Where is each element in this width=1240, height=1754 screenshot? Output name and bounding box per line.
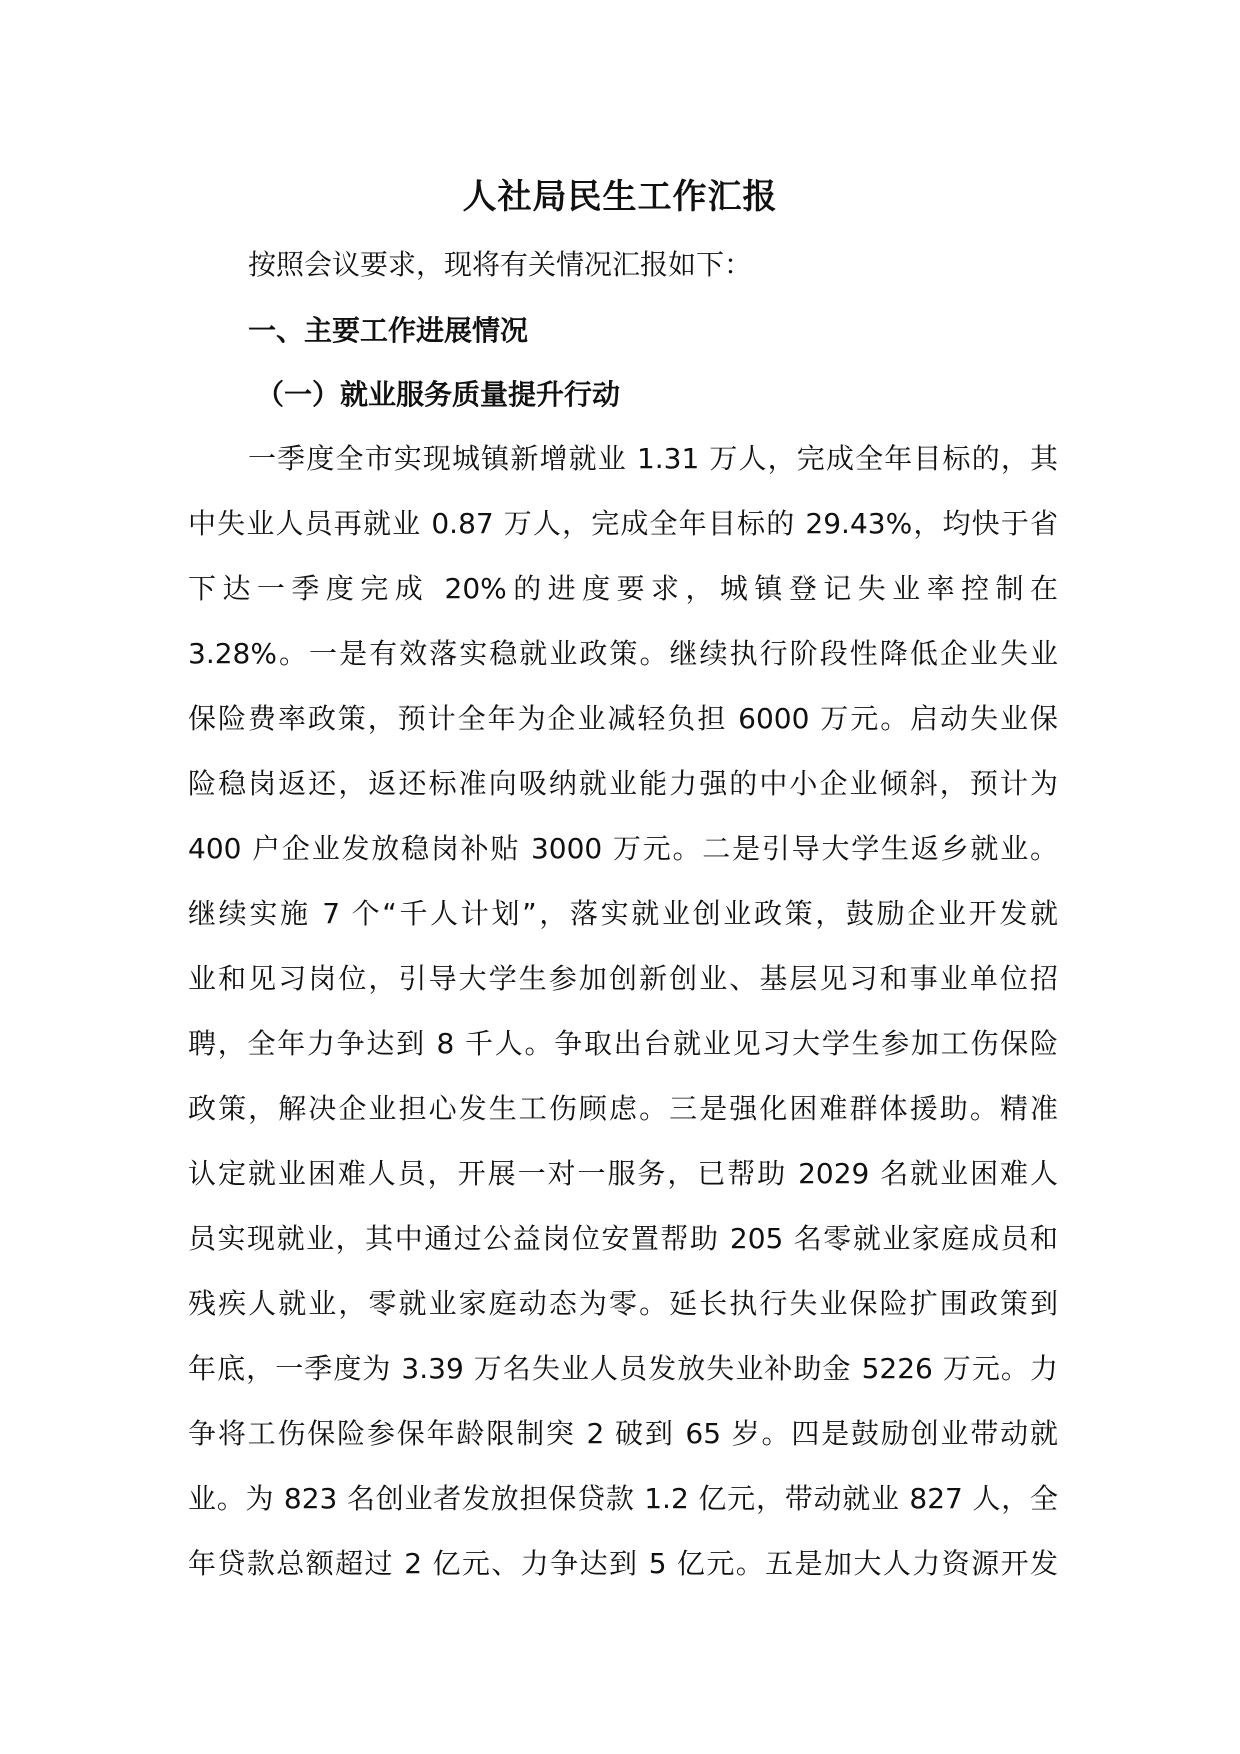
paragraph-line: 年底，一季度为 3.39 万名失业人员发放失业补助金 5226 万元。力: [188, 1352, 1058, 1385]
paragraph-line: 3.28%。一是有效落实稳就业政策。继续执行阶段性降低企业失业: [188, 637, 1058, 670]
paragraph-line: 继续实施 7 个“千人计划”，落实就业创业政策，鼓励企业开发就: [188, 897, 1058, 930]
paragraph-line: 下达一季度完成 20%的进度要求，城镇登记失业率控制在: [188, 572, 1058, 605]
paragraph-line: 争将工伤保险参保年龄限制突 2 破到 65 岁。四是鼓励创业带动就: [188, 1417, 1058, 1450]
paragraph-line: 员实现就业，其中通过公益岗位安置帮助 205 名零就业家庭成员和: [188, 1222, 1058, 1255]
paragraph-line: 400 户企业发放稳岗补贴 3000 万元。二是引导大学生返乡就业。: [188, 832, 1058, 865]
paragraph-line: 聘，全年力争达到 8 千人。争取出台就业见习大学生参加工伤保险: [188, 1027, 1058, 1060]
paragraph-line: 险稳岗返还，返还标准向吸纳就业能力强的中小企业倾斜，预计为: [188, 767, 1058, 800]
subsection-heading: （一）就业服务质量提升行动: [256, 378, 621, 411]
intro-paragraph: 按照会议要求，现将有关情况汇报如下：: [248, 248, 753, 281]
paragraph-line: 年贷款总额超过 2 亿元、力争达到 5 亿元。五是加大人力资源开发: [188, 1547, 1058, 1580]
paragraph-line: 中失业人员再就业 0.87 万人，完成全年目标的 29.43%，均快于省: [188, 507, 1058, 540]
paragraph-line: 认定就业困难人员，开展一对一服务，已帮助 2029 名就业困难人: [188, 1157, 1058, 1190]
paragraph-line: 业和见习岗位，引导大学生参加创新创业、基层见习和事业单位招: [188, 962, 1058, 995]
paragraph-line: 政策，解决企业担心发生工伤顾虑。三是强化困难群体援助。精准: [188, 1092, 1058, 1125]
body-paragraph: [188, 434, 1058, 1604]
section-heading: 一、主要工作进展情况: [248, 314, 529, 347]
document-title: 人社局民生工作汇报: [462, 177, 778, 217]
paragraph-line: 保险费率政策，预计全年为企业减轻负担 6000 万元。启动失业保: [188, 702, 1058, 735]
paragraph-line: 一季度全市实现城镇新增就业 1.31 万人，完成全年目标的，其: [248, 442, 1058, 475]
paragraph-line: 残疾人就业，零就业家庭动态为零。延长执行失业保险扩围政策到: [188, 1287, 1058, 1320]
paragraph-line: 业。为 823 名创业者发放担保贷款 1.2 亿元，带动就业 827 人，全: [188, 1482, 1058, 1515]
